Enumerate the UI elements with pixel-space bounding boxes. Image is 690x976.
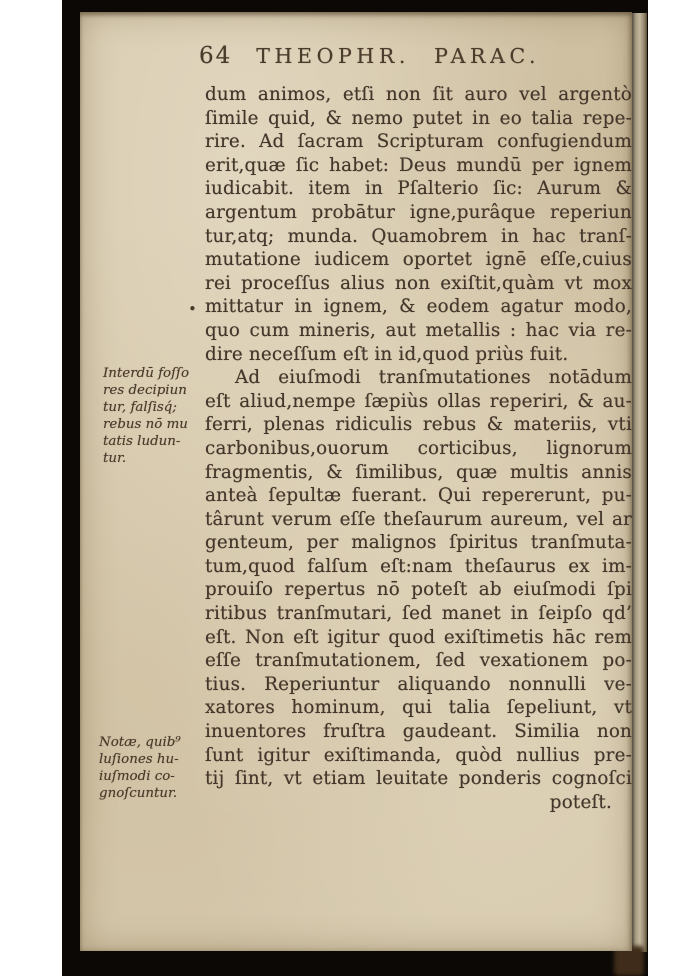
margin-note-line: tur.	[103, 450, 127, 466]
text-line: carbonibus,ouorum corticibus, lignorum	[205, 437, 632, 459]
margin-note-line: iuſmodi co-	[99, 768, 175, 784]
page-number: 64	[199, 43, 233, 69]
text-line: xatores hominum, qui talia ſepeliunt, vt	[205, 697, 632, 719]
text-line: târunt verum eſſe theſaurum aureum, vel ar	[205, 508, 632, 530]
text-line: argentum probātur igne,purâque reperiun	[205, 201, 632, 223]
margin-note-line: Notæ, quib⁹	[99, 735, 181, 750]
margin-note-line: tatis ludun-	[103, 433, 181, 449]
text-line: eſt aliud,nempe ſæpiùs ollas reperiri, & au-	[205, 390, 632, 412]
text-line: mittatur in ignem, & eodem agatur modo,	[205, 296, 632, 318]
text-line: rei proceſſus alius non exiſtit,quàm vt mox	[205, 272, 632, 294]
text-line: tius. Reperiuntur aliquando nonnulli ve-	[205, 673, 632, 695]
margin-note	[103, 366, 203, 467]
book-fore-edge	[631, 13, 647, 952]
page-header	[199, 43, 564, 69]
margin-bullet: •	[188, 300, 197, 318]
margin-note-line: tur, falſisq́;	[103, 399, 177, 415]
text-line: prouiſo repertus nō poteſt ab eiuſmodi ſpi	[205, 579, 632, 601]
margin-note-line: gnoſcuntur.	[99, 785, 178, 801]
margin-note-line: Interdū foſſo	[103, 366, 190, 381]
text-line: Ad eiuſmodi tranſmutationes notādum	[235, 367, 632, 389]
text-line: fragmentis, & ſimilibus, quæ multis annis	[205, 461, 632, 483]
margin-note-line: res decipiun	[103, 382, 187, 398]
margin-note-line: luſiones hu-	[99, 751, 179, 767]
text-line: poteſt.	[549, 791, 612, 813]
text-line: tij ſint, vt etiam leuitate ponderis cognoſci	[205, 768, 632, 790]
margin-note	[99, 735, 203, 803]
text-line: ſunt igitur exiſtimanda, quòd nullius pre-	[205, 744, 632, 766]
text-line: eſſe tranſmutationem, ſed vexationem po-	[205, 650, 632, 672]
running-title: THEOPHR. PARAC.	[256, 44, 541, 68]
text-line: genteum, per malignos ſpiritus tranſmuta-	[205, 532, 632, 554]
text-line: quo cum mineris, aut metallis : hac via re-	[205, 319, 632, 341]
book-page	[80, 12, 632, 951]
text-line: tum,quod falſum eſt:nam theſaurus ex im-	[205, 555, 632, 577]
text-line: dire neceſſum eſt in id,quod priùs fuit.	[205, 343, 569, 365]
text-line: erit,quæ ſic habet: Deus mundū per ignem	[205, 154, 632, 176]
text-line: tur,atq; munda. Quamobrem in hac tranſ-	[205, 225, 632, 247]
text-line: mutatione iudicem oportet ignē eſſe,cuius	[205, 249, 632, 271]
photo-backdrop	[62, 0, 648, 976]
margin-note-line: rebus nō mu	[103, 416, 188, 432]
text-line: dum animos, etſi non ſit auro vel argentò	[205, 84, 632, 105]
text-line: ritibus tranſmutari, ſed manet in ſeipſo qd’	[205, 603, 632, 625]
text-line: anteà ſepultæ fuerant. Qui repererunt, pu-	[205, 485, 632, 507]
text-line: eſt. Non eſt igitur quod exiſtimetis hāc rem	[205, 626, 632, 648]
text-line: iudicabit. item in Pſalterio ſic: Aurum &	[205, 178, 632, 200]
text-line: inuentores fruſtra gaudeant. Similia non	[205, 721, 632, 743]
text-line: ſimile quid, & nemo putet in eo talia repe-	[205, 107, 632, 129]
body-text	[205, 83, 632, 814]
text-line: rire. Ad ſacram Scripturam confugiendum	[205, 131, 632, 153]
text-line: ferri, plenas ridiculis rebus & materiis, vti	[205, 414, 632, 436]
